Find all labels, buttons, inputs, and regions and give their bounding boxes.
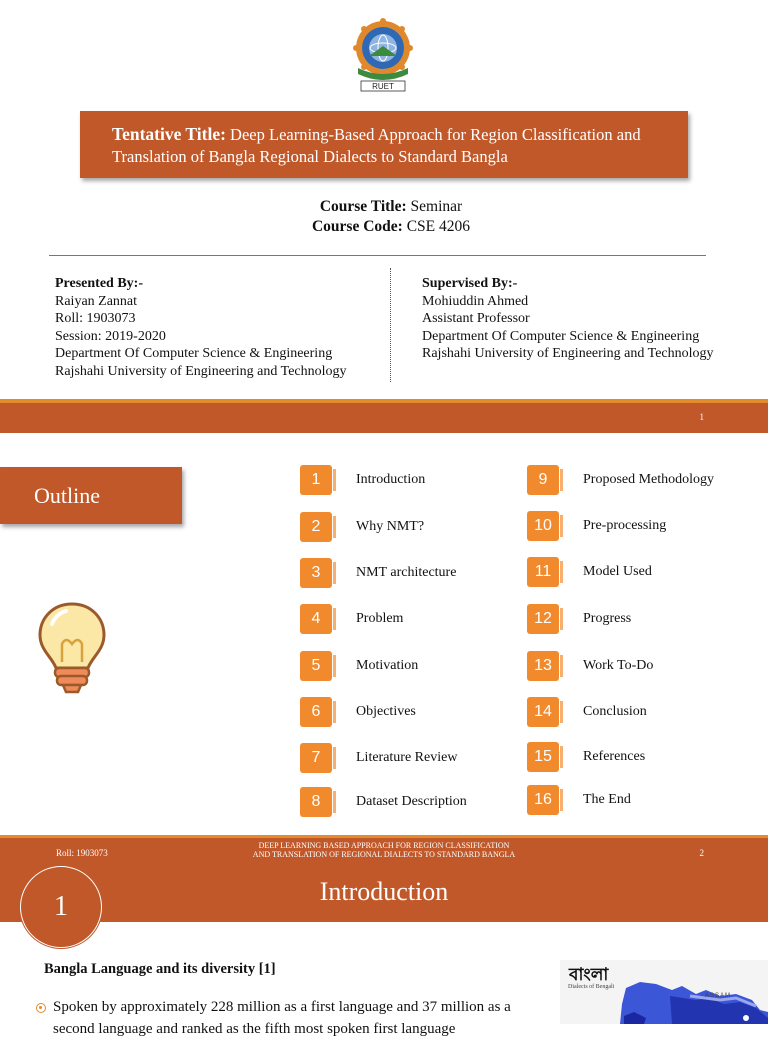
section-title-bar [0, 866, 768, 922]
presenter-session: Session: 2019-2020 [55, 328, 166, 344]
map-label: ASSAM [705, 993, 732, 999]
item-label: Dataset Description [356, 794, 467, 809]
outline-item [527, 742, 645, 772]
supervisor-name: Mohiuddin Ahmed [422, 293, 529, 309]
ruet-logo [352, 18, 414, 94]
course-code-value: CSE 4206 [406, 218, 471, 235]
outline-item [527, 557, 652, 587]
outline-item [300, 787, 467, 817]
item-label: References [583, 749, 646, 764]
item-label: Literature Review [356, 750, 458, 765]
presented-by-block [55, 275, 347, 380]
item-label: Why NMT? [356, 519, 425, 534]
item-number-badge: 16 [527, 785, 559, 815]
item-number-badge: 9 [527, 465, 559, 495]
outline-item [300, 697, 416, 727]
column-divider [390, 268, 391, 382]
presented-heading: Presented By:- [55, 276, 143, 291]
outline-item [300, 604, 403, 634]
item-number-badge: 11 [527, 557, 559, 587]
supervised-by-block [422, 275, 714, 363]
item-label: Motivation [356, 658, 419, 673]
outline-item [300, 651, 418, 681]
item-number-badge: 2 [300, 512, 332, 542]
supervisor-position: Assistant Professor [422, 311, 530, 326]
item-number-badge: 3 [300, 558, 332, 588]
presenter-roll: Roll: 1903073 [55, 311, 136, 326]
item-number-badge: 8 [300, 787, 332, 817]
item-label: The End [583, 792, 631, 807]
outline-item [300, 512, 424, 542]
outline-item [300, 465, 425, 495]
item-number-badge: 12 [527, 604, 559, 634]
slide2-footer [0, 835, 768, 866]
item-number-badge: 1 [300, 465, 332, 495]
item-number-badge: 14 [527, 697, 559, 727]
item-label: Model Used [583, 564, 652, 579]
title-text: Deep Learning-Based Approach for Region Classification and Translation of Bangla Regional Dialects to Standard Bangla [112, 125, 641, 166]
course-title-label: Course Title: [319, 198, 407, 215]
item-number-badge: 4 [300, 604, 332, 634]
item-label: Pre-processing [583, 518, 667, 533]
item-label: Objectives [356, 704, 416, 719]
outline-item [527, 465, 714, 495]
section-number-circle: 1 [20, 866, 102, 948]
bullet-icon [36, 1003, 46, 1013]
supervisor-university: Rajshahi University of Engineering and Technology [422, 346, 714, 361]
outline-item [300, 558, 456, 588]
item-number-badge: 15 [527, 742, 559, 772]
footer-roll: Roll: 1903073 [56, 848, 108, 858]
title-prefix: Tentative Title: [112, 124, 226, 144]
presenter-university: Rajshahi University of Engineering and Technology [55, 363, 347, 379]
item-label: Progress [583, 611, 632, 626]
course-title-value: Seminar [410, 198, 463, 215]
supervisor-department: Department Of Computer Science & Engineering [422, 328, 700, 344]
outline-item [527, 511, 666, 541]
footer-title-line: AND TRANSLATION OF REGIONAL DIALECTS TO STANDARD BANGLA [252, 850, 516, 859]
item-label: Conclusion [583, 704, 647, 719]
logo-text: RUET [372, 82, 394, 91]
footer-title-line: DEEP LEARNING BASED APPROACH FOR REGION CLASSIFICATION [258, 841, 510, 850]
course-info [0, 197, 768, 237]
course-code-label: Course Code: [311, 218, 403, 235]
outline-item [527, 785, 631, 815]
item-number-badge: 10 [527, 511, 559, 541]
subheading: Bangla Language and its diversity [1] [44, 961, 276, 977]
slide1-footer [0, 403, 768, 433]
outline-item [527, 604, 631, 634]
item-label: Introduction [356, 472, 426, 487]
outline-item [527, 697, 647, 727]
tentative-title-box [80, 111, 688, 178]
item-number-badge: 13 [527, 651, 559, 681]
presenter-name: Raiyan Zannat [55, 293, 138, 309]
page-number: 1 [699, 412, 704, 422]
map-title: বাংলা [569, 965, 609, 985]
page-number: 2 [699, 848, 704, 858]
item-label: Work To-Do [583, 658, 654, 673]
bullet-text: Spoken by approximately 228 million as a first language and 37 million as a second language and ranked as the fifth most spoken first language [53, 999, 511, 1037]
item-label: NMT architecture [356, 565, 457, 580]
supervised-heading: Supervised By:- [422, 276, 518, 291]
item-label: Proposed Methodology [583, 472, 715, 487]
item-number-badge: 5 [300, 651, 332, 681]
item-label: Problem [356, 611, 404, 626]
divider-line [49, 255, 706, 256]
lightbulb-icon [36, 600, 108, 698]
presenter-department: Department Of Computer Science & Engineering [55, 346, 333, 361]
outline-heading: Outline [0, 467, 182, 524]
outline-item [300, 743, 457, 773]
outline-item [527, 651, 653, 681]
footer-title [200, 841, 568, 859]
item-number-badge: 6 [300, 697, 332, 727]
section-title: Introduction [319, 877, 449, 906]
item-number-badge: 7 [300, 743, 332, 773]
map-subtitle: Dialects of Bengali [568, 984, 615, 990]
